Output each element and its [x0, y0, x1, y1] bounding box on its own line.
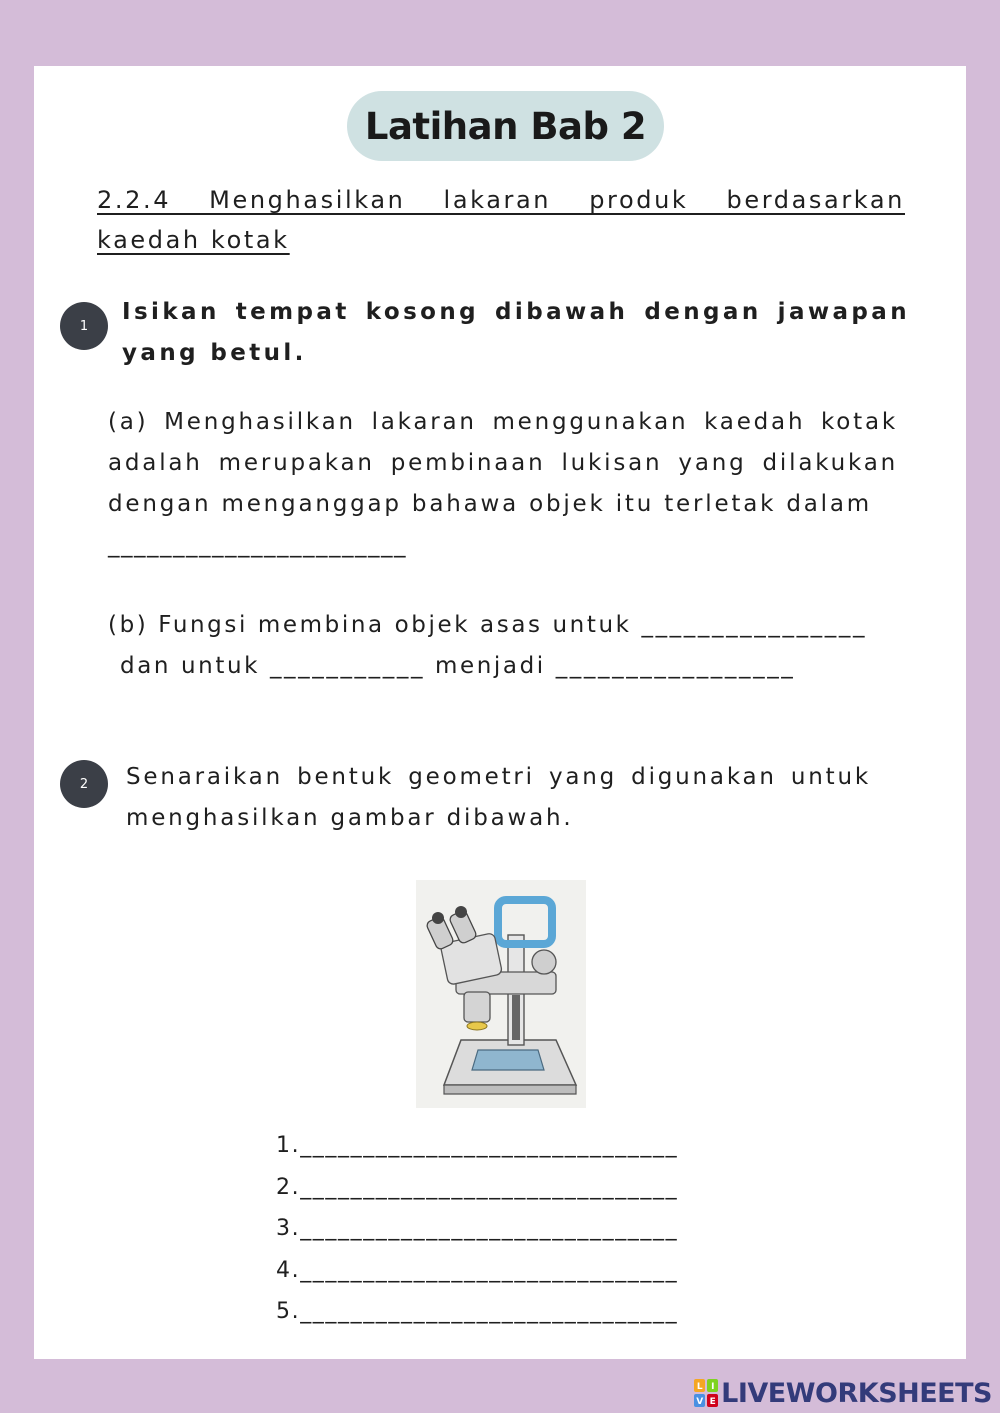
logo-letter-l: L	[697, 1382, 703, 1392]
question-1b-line-1[interactable]: (b) Fungsi membina objek asas untuk ________________	[108, 612, 868, 638]
logo-letter-i: I	[711, 1382, 715, 1392]
liveworksheets-logo-icon	[694, 1379, 718, 1407]
liveworksheets-brand	[694, 1376, 992, 1410]
question-1a-blank[interactable]: _______________________	[108, 532, 407, 558]
logo-letter-v: V	[696, 1397, 703, 1407]
answer-line-1[interactable]: 1.______________________________	[276, 1133, 679, 1158]
answer-line-5[interactable]: 5.______________________________	[276, 1299, 679, 1324]
brand-name: LIVEWORKSHEETS	[721, 1377, 992, 1409]
question-2-number-badge: 2	[60, 760, 108, 808]
answer-line-2[interactable]: 2.______________________________	[276, 1174, 679, 1200]
question-1-number-badge: 1	[60, 302, 108, 350]
microscope-sketch-image	[416, 880, 586, 1108]
microscope-icon	[416, 880, 586, 1108]
question-1a	[108, 402, 898, 566]
worksheet-title: Latihan Bab 2	[347, 91, 664, 161]
question-2-instruction: Senaraikan bentuk geometri yang digunakan untuk menghasilkan gambar dibawah.	[126, 764, 871, 831]
section-subtitle: 2.2.4 Menghasilkan lakaran produk berdasarkan kaedah kotak	[97, 186, 905, 254]
question-1-instruction: Isikan tempat kosong dibawah dengan jawapan yang betul.	[122, 299, 910, 366]
answer-list	[276, 1133, 726, 1341]
answer-line-4[interactable]: 4.______________________________	[276, 1257, 679, 1283]
question-1a-text: (a) Menghasilkan lakaran menggunakan kaedah kotak adalah merupakan pembinaan lukisan yang dilakukan dengan menganggap bahawa objek itu terletak dalam	[108, 409, 898, 517]
logo-letter-e: E	[709, 1397, 716, 1407]
answer-line-3[interactable]: 3.______________________________	[276, 1216, 679, 1241]
question-1b-line-2[interactable]: dan untuk ___________ menjadi _________________	[120, 653, 796, 679]
